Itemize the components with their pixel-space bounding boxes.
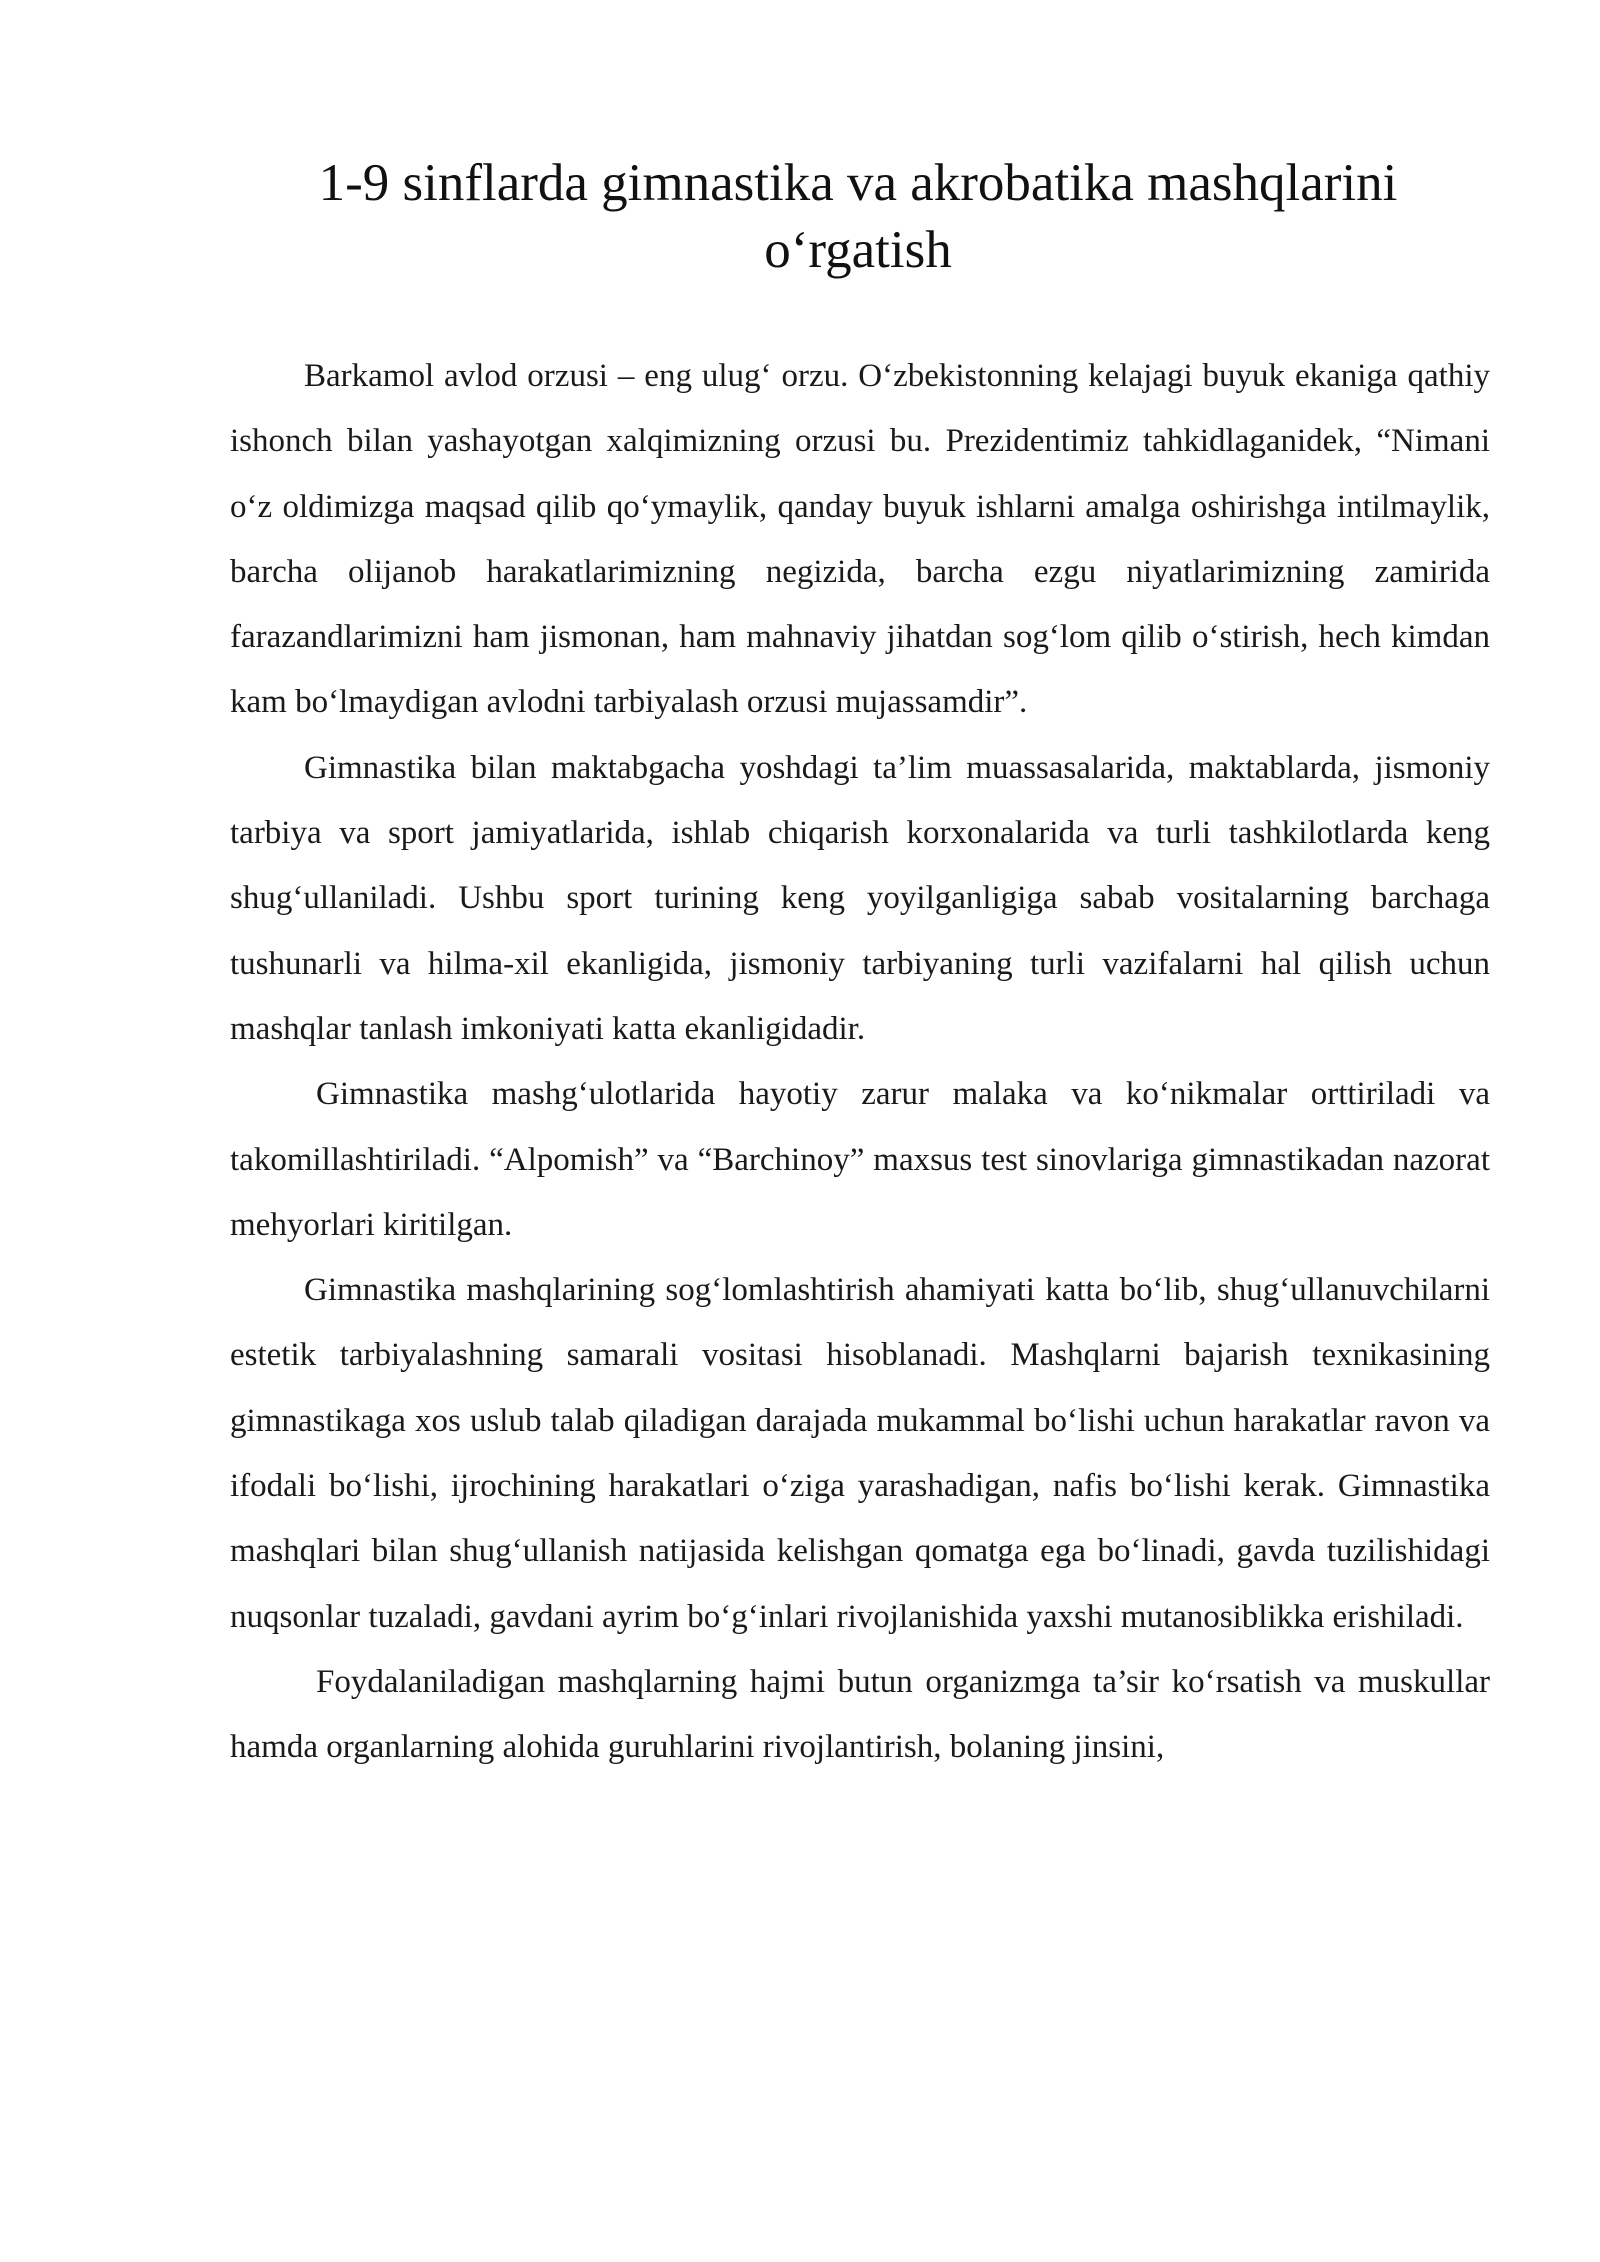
paragraph-barkamol-avlod: Barkamol avlod orzusi – eng ulug‘ orzu. O‘zbekistonning kelajagi buyuk ekaniga qathiy ishonch bilan yashayotgan xalqimizning orzusi bu. Prezidentimiz tahkidlaganidek, “Nimani o‘z oldimizga maqsad qilib qo‘ymaylik, qanday buyuk ishlarni amalga oshirishga intilmaylik, barcha olijanob harakatlarimizning negizida, barcha ezgu niyatlarimizning zamirida farazandlarimizni ham jismonan, ham mahnaviy jihatdan sog‘lom qilib o‘stirish, hech kimdan kam bo‘lmaydigan avlodni tarbiyalash orzusi mujassamdir”. (230, 358, 1490, 721)
paragraph-foydalaniladigan-mashqlarning: Foydalaniladigan mashqlarning hajmi butun organizmga ta’sir ko‘rsatish va muskullar hamda organlarning alohida guruhlarini rivojlantirish, bolaning jinsini, (230, 1663, 1490, 1766)
paragraph-gimnastika-mashqlarining: Gimnastika mashqlarining sog‘lomlashtirish ahamiyati katta bo‘lib, shug‘ullanuvchilarni estetik tarbiyalashning samarali vositasi hisoblanadi. Mashqlarni bajarish texnikasining gimnastikaga xos uslub talab qiladigan darajada mukammal bo‘lishi uchun harakatlar ravon va ifodali bo‘lishi, ijrochining harakatlari o‘ziga yarashadigan, nafis bo‘lishi kerak. Gimnastika mashqlari bilan shug‘ullanish natijasida kelishgan qomatga ega bo‘linadi, gavda tuzilishidagi nuqsonlar tuzaladi, gavdani ayrim bo‘g‘inlari rivojlanishida yaxshi mutanosiblikka erishiladi. (230, 1272, 1490, 1635)
document-title: 1-9 sinflarda gimnastika va akrobatika mashqlarini o‘rgatish (318, 154, 1398, 279)
document-body (230, 344, 1490, 1781)
paragraph-gimnastika-mashgulotlarida: Gimnastika mashg‘ulotlarida hayotiy zarur malaka va ko‘nikmalar orttiriladi va takomillashtiriladi. “Alpomish” va “Barchinoy” maxsus test sinovlariga gimnastikadan nazorat mehyorlari kiritilgan. (230, 1076, 1490, 1243)
paragraph-gimnastika-bilan: Gimnastika bilan maktabgacha yoshdagi ta’lim muassasalarida, maktablarda, jismoniy tarbiya va sport jamiyatlarida, ishlab chiqarish korxonalarida va turli tashkilotlarda keng shug‘ullaniladi. Ushbu sport turining keng yoyilganligiga sabab vositalarning barchaga tushunarli va hilma-xil ekanligida, jismoniy tarbiyaning turli vazifalarni hal qilish uchun mashqlar tanlash imkoniyati katta ekanligidadir. (230, 749, 1490, 1047)
